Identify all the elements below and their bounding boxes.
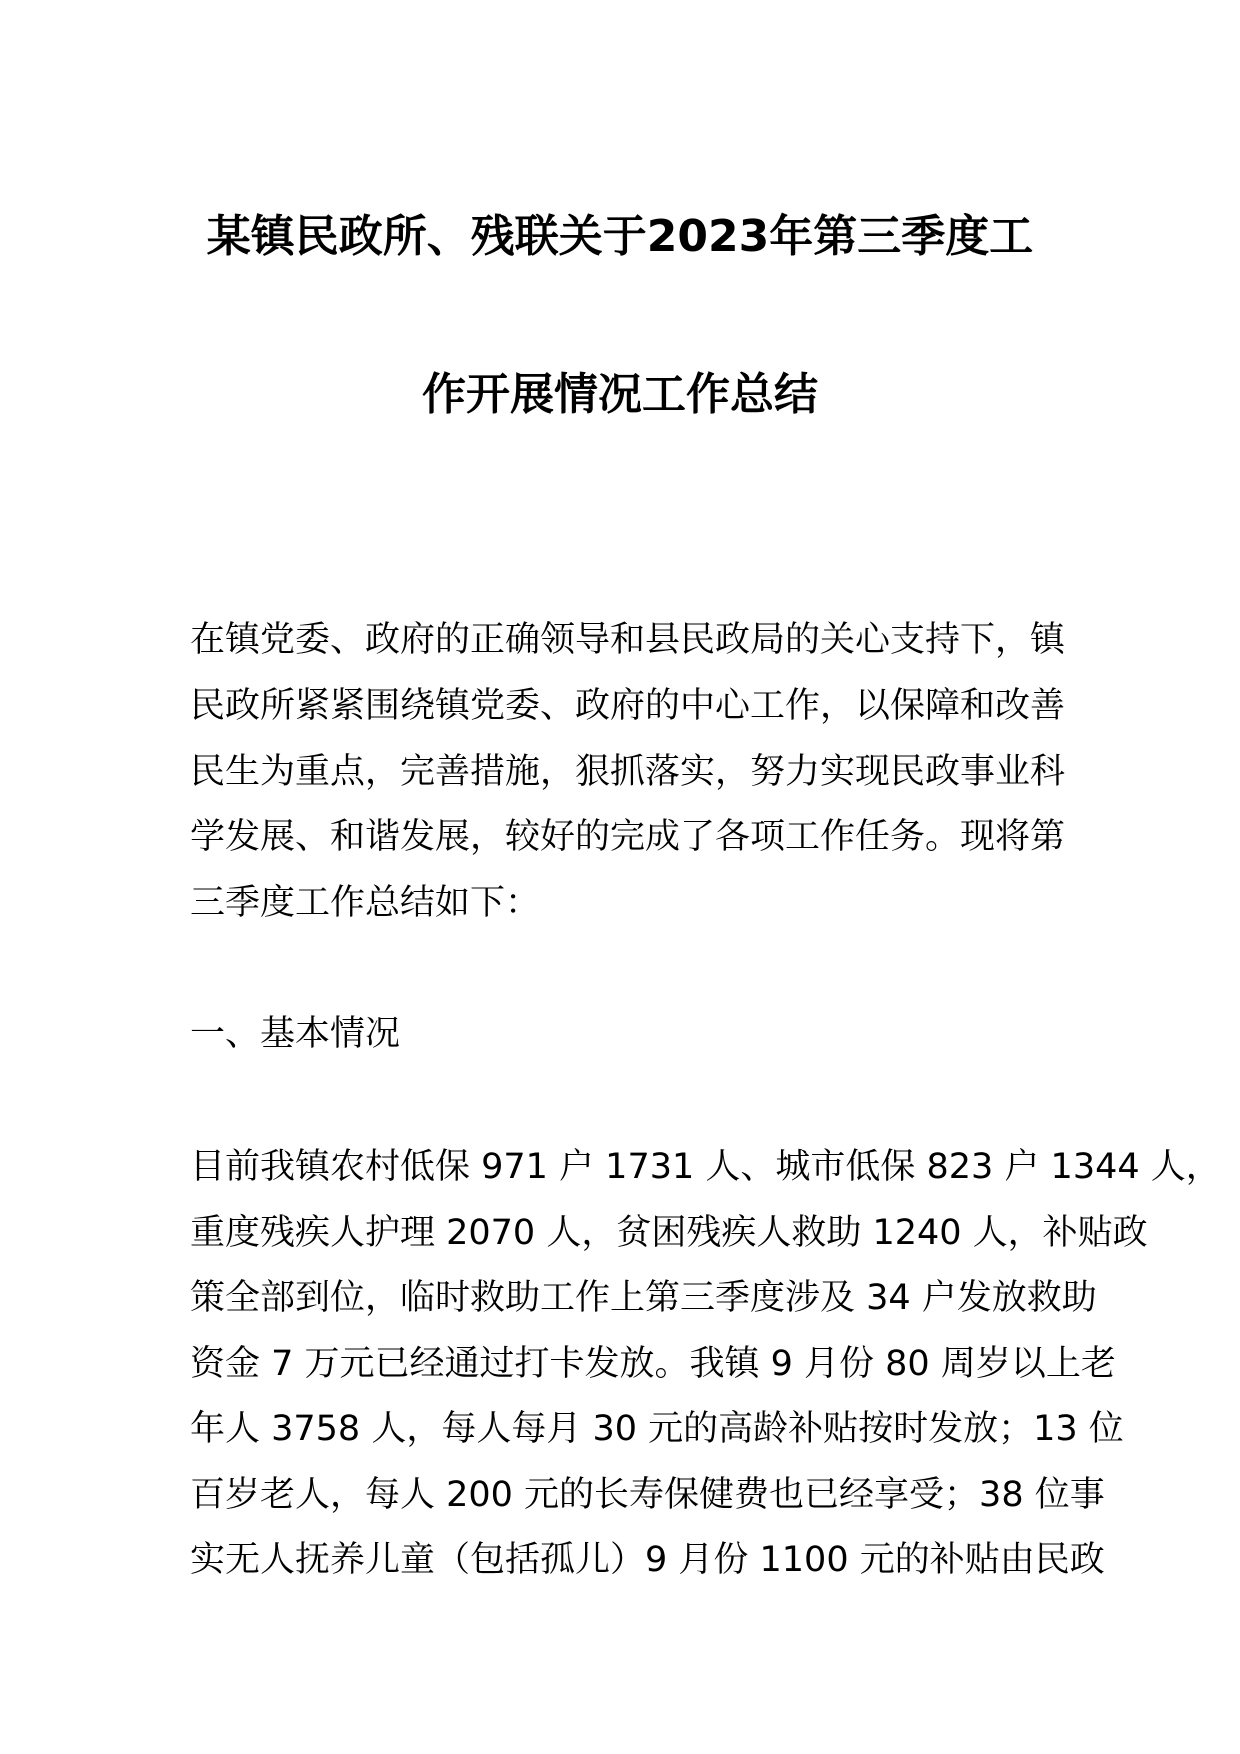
section-heading: 一、基本情况 — [190, 1014, 401, 1054]
paragraph-line: 民生为重点，完善措施，狠抓落实，努力实现民政事业科 — [190, 752, 1066, 792]
paragraph-line: 实无人抚养儿童（包括孤儿）9 月份 1100 元的补贴由民政 — [190, 1540, 1105, 1580]
document-title-line-2: 作开展情况工作总结 — [422, 369, 818, 420]
document-title-line-1: 某镇民政所、残联关于2023年第三季度工 — [206, 211, 1034, 262]
paragraph-line: 年人 3758 人，每人每月 30 元的高龄补贴按时发放；13 位 — [190, 1409, 1124, 1449]
paragraph-line: 策全部到位，临时救助工作上第三季度涉及 34 户发放救助 — [190, 1278, 1097, 1318]
paragraph-line: 百岁老人，每人 200 元的长寿保健费也已经享受；38 位事 — [190, 1475, 1105, 1515]
paragraph-line: 在镇党委、政府的正确领导和县民政局的关心支持下，镇 — [190, 620, 1066, 660]
paragraph-line: 重度残疾人护理 2070 人，贫困残疾人救助 1240 人，补贴政 — [190, 1213, 1148, 1253]
paragraph-line: 资金 7 万元已经通过打卡发放。我镇 9 月份 80 周岁以上老 — [190, 1344, 1116, 1384]
paragraph-line: 三季度工作总结如下： — [190, 883, 541, 923]
paragraph-line: 民政所紧紧围绕镇党委、政府的中心工作，以保障和改善 — [190, 686, 1066, 726]
paragraph-line: 学发展、和谐发展，较好的完成了各项工作任务。现将第 — [190, 817, 1066, 857]
paragraph-line: 目前我镇农村低保 971 户 1731 人、城市低保 823 户 1344 人， — [190, 1147, 1221, 1187]
